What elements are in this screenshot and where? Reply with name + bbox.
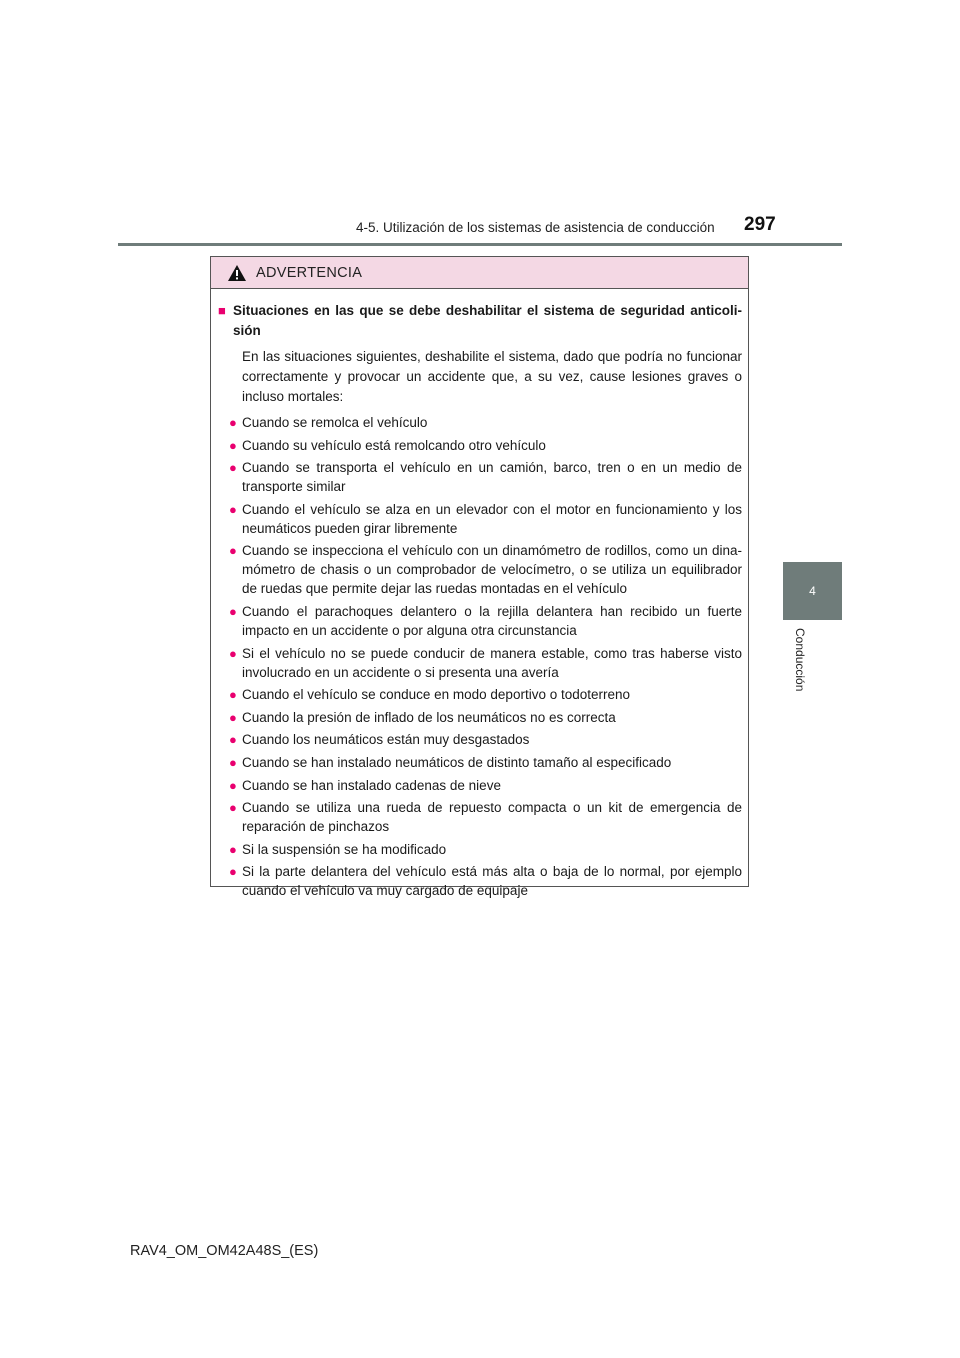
warning-title: ADVERTENCIA (256, 264, 363, 281)
list-item (218, 541, 742, 598)
list-item-text: Cuando el parachoques delantero o la rejilla delantera han recibido un fuerte impacto en un accidente o por alguna otra circunstancia (242, 603, 742, 638)
round-bullet-icon: ● (229, 777, 237, 793)
round-bullet-icon: ● (229, 687, 237, 703)
header-rule (118, 243, 842, 246)
list-item (218, 798, 742, 836)
round-bullet-icon: ● (229, 732, 237, 748)
page-number: 297 (744, 214, 776, 235)
round-bullet-icon: ● (229, 543, 237, 559)
list-item-text: Si la parte delantera del vehículo está más alta o baja de lo normal, por ejemplo cuando el vehículo va muy cargado de equipaje (242, 864, 742, 899)
list-item (218, 862, 742, 900)
list-item (218, 413, 742, 432)
list-item (218, 500, 742, 538)
list-item (218, 458, 742, 496)
list-item-text: Cuando el vehículo se alza en un elevador con el motor en funcionamiento y los neumáticos pueden girar libremente (242, 501, 742, 536)
list-item (218, 776, 742, 795)
round-bullet-icon: ● (229, 841, 237, 857)
round-bullet-icon: ● (229, 754, 237, 770)
list-item (218, 730, 742, 749)
list-item-text: Cuando se inspecciona el vehículo con un dinamómetro de rodillos, como un dina-mómetro de chasis o un comprobador de velocímetro, o se utiliza un equilibrador de ruedas que permite dejar las ruedas montadas en el vehículo (242, 543, 742, 597)
chapter-number: 4 (809, 584, 816, 598)
round-bullet-icon: ● (229, 645, 237, 661)
list-item (218, 436, 742, 455)
list-item-text: Cuando los neumáticos están muy desgastados (242, 732, 530, 748)
chapter-label: Conducción (793, 628, 807, 692)
header-section-title: 4-5. Utilización de los sistemas de asistencia de conducción (356, 220, 715, 235)
section-heading-text: Situaciones en las que se debe deshabilitar el sistema de seguridad anticoli-sión (233, 303, 742, 338)
list-item (218, 753, 742, 772)
list-item-text: Cuando su vehículo está remolcando otro vehículo (242, 437, 546, 453)
list-item-text: Cuando se remolca el vehículo (242, 415, 428, 430)
square-bullet-icon: ■ (218, 303, 226, 318)
round-bullet-icon: ● (229, 460, 237, 476)
round-bullet-icon: ● (229, 864, 237, 880)
list-item-text: Cuando se han instalado cadenas de nieve (242, 777, 501, 793)
footer-document-code: RAV4_OM_OM42A48S_(ES) (130, 1243, 319, 1259)
list-item-text: Si la suspensión se ha modificado (242, 841, 447, 857)
round-bullet-icon: ● (229, 800, 237, 816)
list-item (218, 644, 742, 682)
list-item-text: Cuando el vehículo se conduce en modo deportivo o todoterreno (242, 687, 631, 703)
list-item (218, 708, 742, 727)
list-item-text: Cuando se utiliza una rueda de repuesto compacta o un kit de emergencia de reparación de pinchazos (242, 800, 742, 835)
list-item (218, 602, 742, 640)
list-item-text: Si el vehículo no se puede conducir de manera estable, como tras haberse visto involucrado en un accidente o si presenta una avería (242, 645, 742, 680)
warning-intro: En las situaciones siguientes, deshabilite el sistema, dado que podría no funcionar correctamente y provocar un accidente que, a su vez, cause lesiones graves o incluso mortales: (242, 349, 742, 404)
list-item (218, 685, 742, 704)
chapter-tab (783, 562, 842, 620)
round-bullet-icon: ● (229, 415, 237, 430)
warning-triangle-icon (227, 264, 247, 282)
round-bullet-icon: ● (229, 437, 237, 453)
round-bullet-icon: ● (229, 709, 237, 725)
list-item-text: Cuando la presión de inflado de los neumáticos no es correcta (242, 709, 616, 725)
list-item (218, 840, 742, 859)
warning-body (211, 289, 748, 900)
section-heading (218, 301, 742, 341)
warning-header (211, 257, 748, 289)
list-item-text: Cuando se transporta el vehículo en un camión, barco, tren o en un medio de transporte similar (242, 460, 742, 495)
round-bullet-icon: ● (229, 501, 237, 517)
situation-list (218, 413, 742, 900)
round-bullet-icon: ● (229, 603, 237, 619)
list-item-text: Cuando se han instalado neumáticos de distinto tamaño al especificado (242, 754, 672, 770)
warning-box (210, 256, 749, 899)
